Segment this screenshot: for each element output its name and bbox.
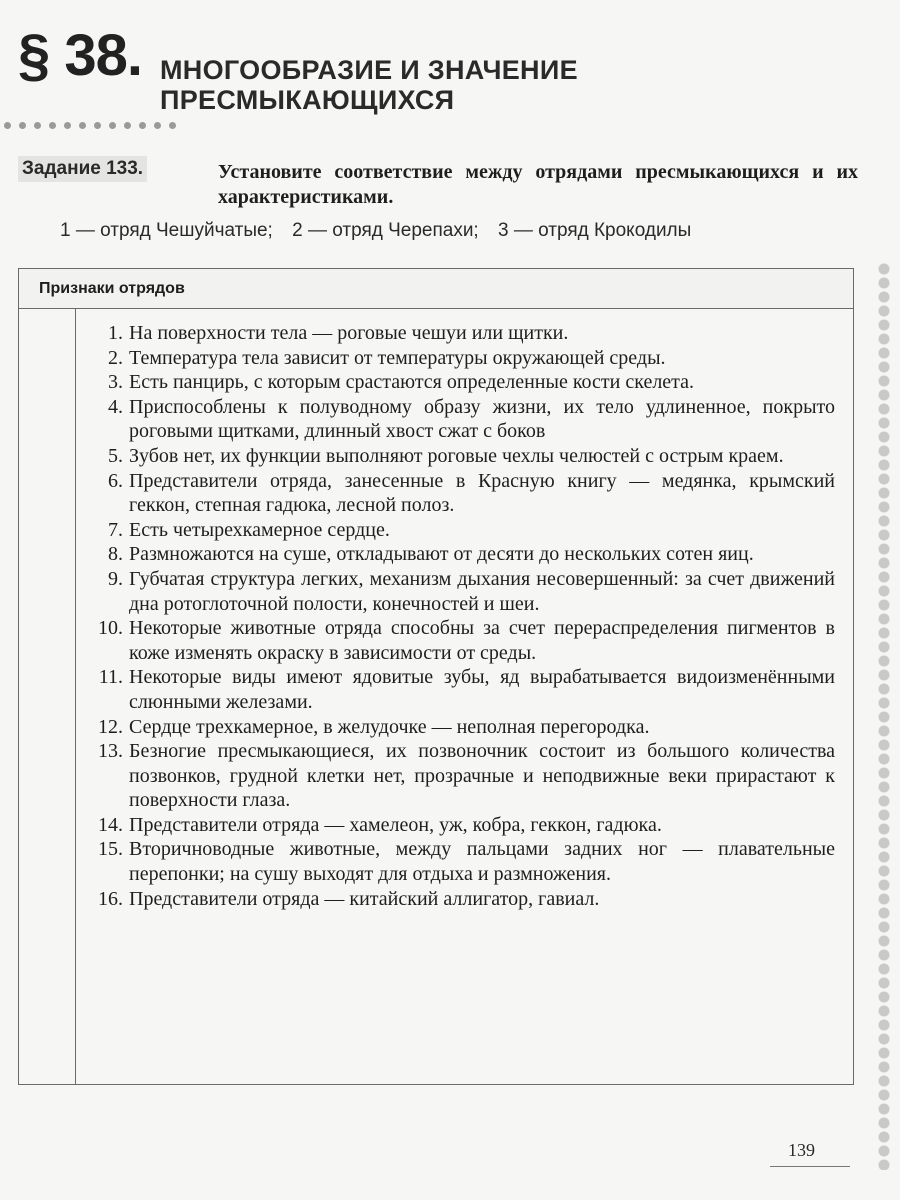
item-text: Губчатая структура легких, механизм дыхания несовершенный: за счет движений дна ротоглоточной полости, конечностей и шеи. [129,567,835,615]
title-line-2: ПРЕСМЫКАЮЩИХСЯ [160,85,455,115]
item-text: Некоторые виды имеют ядовитые зубы, яд вырабатывается видоизменёнными слюнными железами. [129,666,835,713]
item-number: 1. [108,322,123,344]
item-number: 5. [108,444,123,467]
list-item [79,321,835,346]
item-text: Некоторые животные отряда способны за счет перераспределения пигментов в коже изменять окраску в зависимости от среды. [129,617,835,664]
list-item [79,837,835,886]
list-item [79,616,835,665]
traits-list [79,321,835,911]
item-number: 14. [98,813,123,836]
list-item [79,444,835,469]
list-item [79,370,835,395]
item-text: Представители отряда, занесенные в Красную книгу — медянка, крымский геккон, степная гадюка, лесной полоз. [129,469,835,517]
order-2: 2 — отряд Черепахи; [292,220,479,241]
decorative-edge [870,262,898,1170]
item-number: 3. [108,371,123,394]
item-number: 4. [108,395,123,418]
item-number: 7. [108,518,123,541]
order-3: 3 — отряд Крокодилы [498,220,692,241]
item-text: Вторичноводные животные, между пальцами задних ног — плавательные перепонки; на сушу выходят для отдыха и размножения. [129,838,835,886]
item-number: 15. [98,838,123,861]
list-item [79,346,835,371]
page-number: 139 [788,1140,815,1160]
task-text: Установите соответствие между отрядами пресмыкающихся и их характеристиками. [218,161,858,208]
item-number: 16. [98,887,123,910]
item-text: Размножаются на суше, откладывают от десяти до нескольких сотен яиц. [129,543,754,566]
item-number: 6. [108,469,123,492]
item-text: Сердце трехкамерное, в желудочке — неполная перегородка. [129,715,650,738]
item-number: 13. [98,740,123,763]
task-label: Задание 133. [18,156,147,182]
table-divider [75,309,76,1084]
list-item [79,813,835,838]
item-text: Зубов нет, их функции выполняют роговые чехлы челюстей с острым краем. [129,444,784,467]
decorative-dots [4,122,176,129]
list-item [79,567,835,616]
item-text: Безногие пресмыкающиеся, их позвоночник состоит из большого количества позвонков, грудной клетки нет, прозрачные и неподвижные веки прирастают к поверхности глаза. [129,740,835,812]
item-text: Есть панцирь, с которым срастаются определенные кости скелета. [129,371,695,394]
item-number: 10. [98,617,123,640]
traits-table [18,268,854,1085]
list-item [79,395,835,444]
order-1: 1 — отряд Чешуйчатые; [60,220,273,241]
item-number: 2. [108,346,123,369]
paragraph-number: § 38. [18,23,142,88]
item-number: 12. [98,715,123,738]
title-line-1: МНОГООБРАЗИЕ И ЗНАЧЕНИЕ [160,55,578,85]
item-text: Представители отряда — хамелеон, уж, кобра, геккон, гадюка. [129,813,662,836]
orders-list [60,220,705,242]
item-text: На поверхности тела — роговые чешуи или щитки. [129,322,569,344]
list-item [79,469,835,518]
list-item [79,887,835,912]
list-item [79,542,835,567]
item-number: 9. [108,567,123,590]
page-title [160,55,578,115]
item-text: Температура тела зависит от температуры окружающей среды. [129,346,666,369]
list-item [79,715,835,740]
item-text: Приспособлены к полуводному образу жизни, их тело удлиненное, покрыто роговыми щитками, длинный хвост сжат с боков [129,395,835,443]
item-number: 8. [108,543,123,566]
list-item [79,518,835,543]
list-item [79,739,835,813]
item-number: 11. [98,666,123,689]
item-text: Представители отряда — китайский аллигатор, гавиал. [129,887,600,910]
list-item [79,665,835,714]
page-number-rule [770,1166,850,1167]
item-text: Есть четырехкамерное сердце. [129,518,390,541]
table-header: Признаки отрядов [19,269,853,309]
